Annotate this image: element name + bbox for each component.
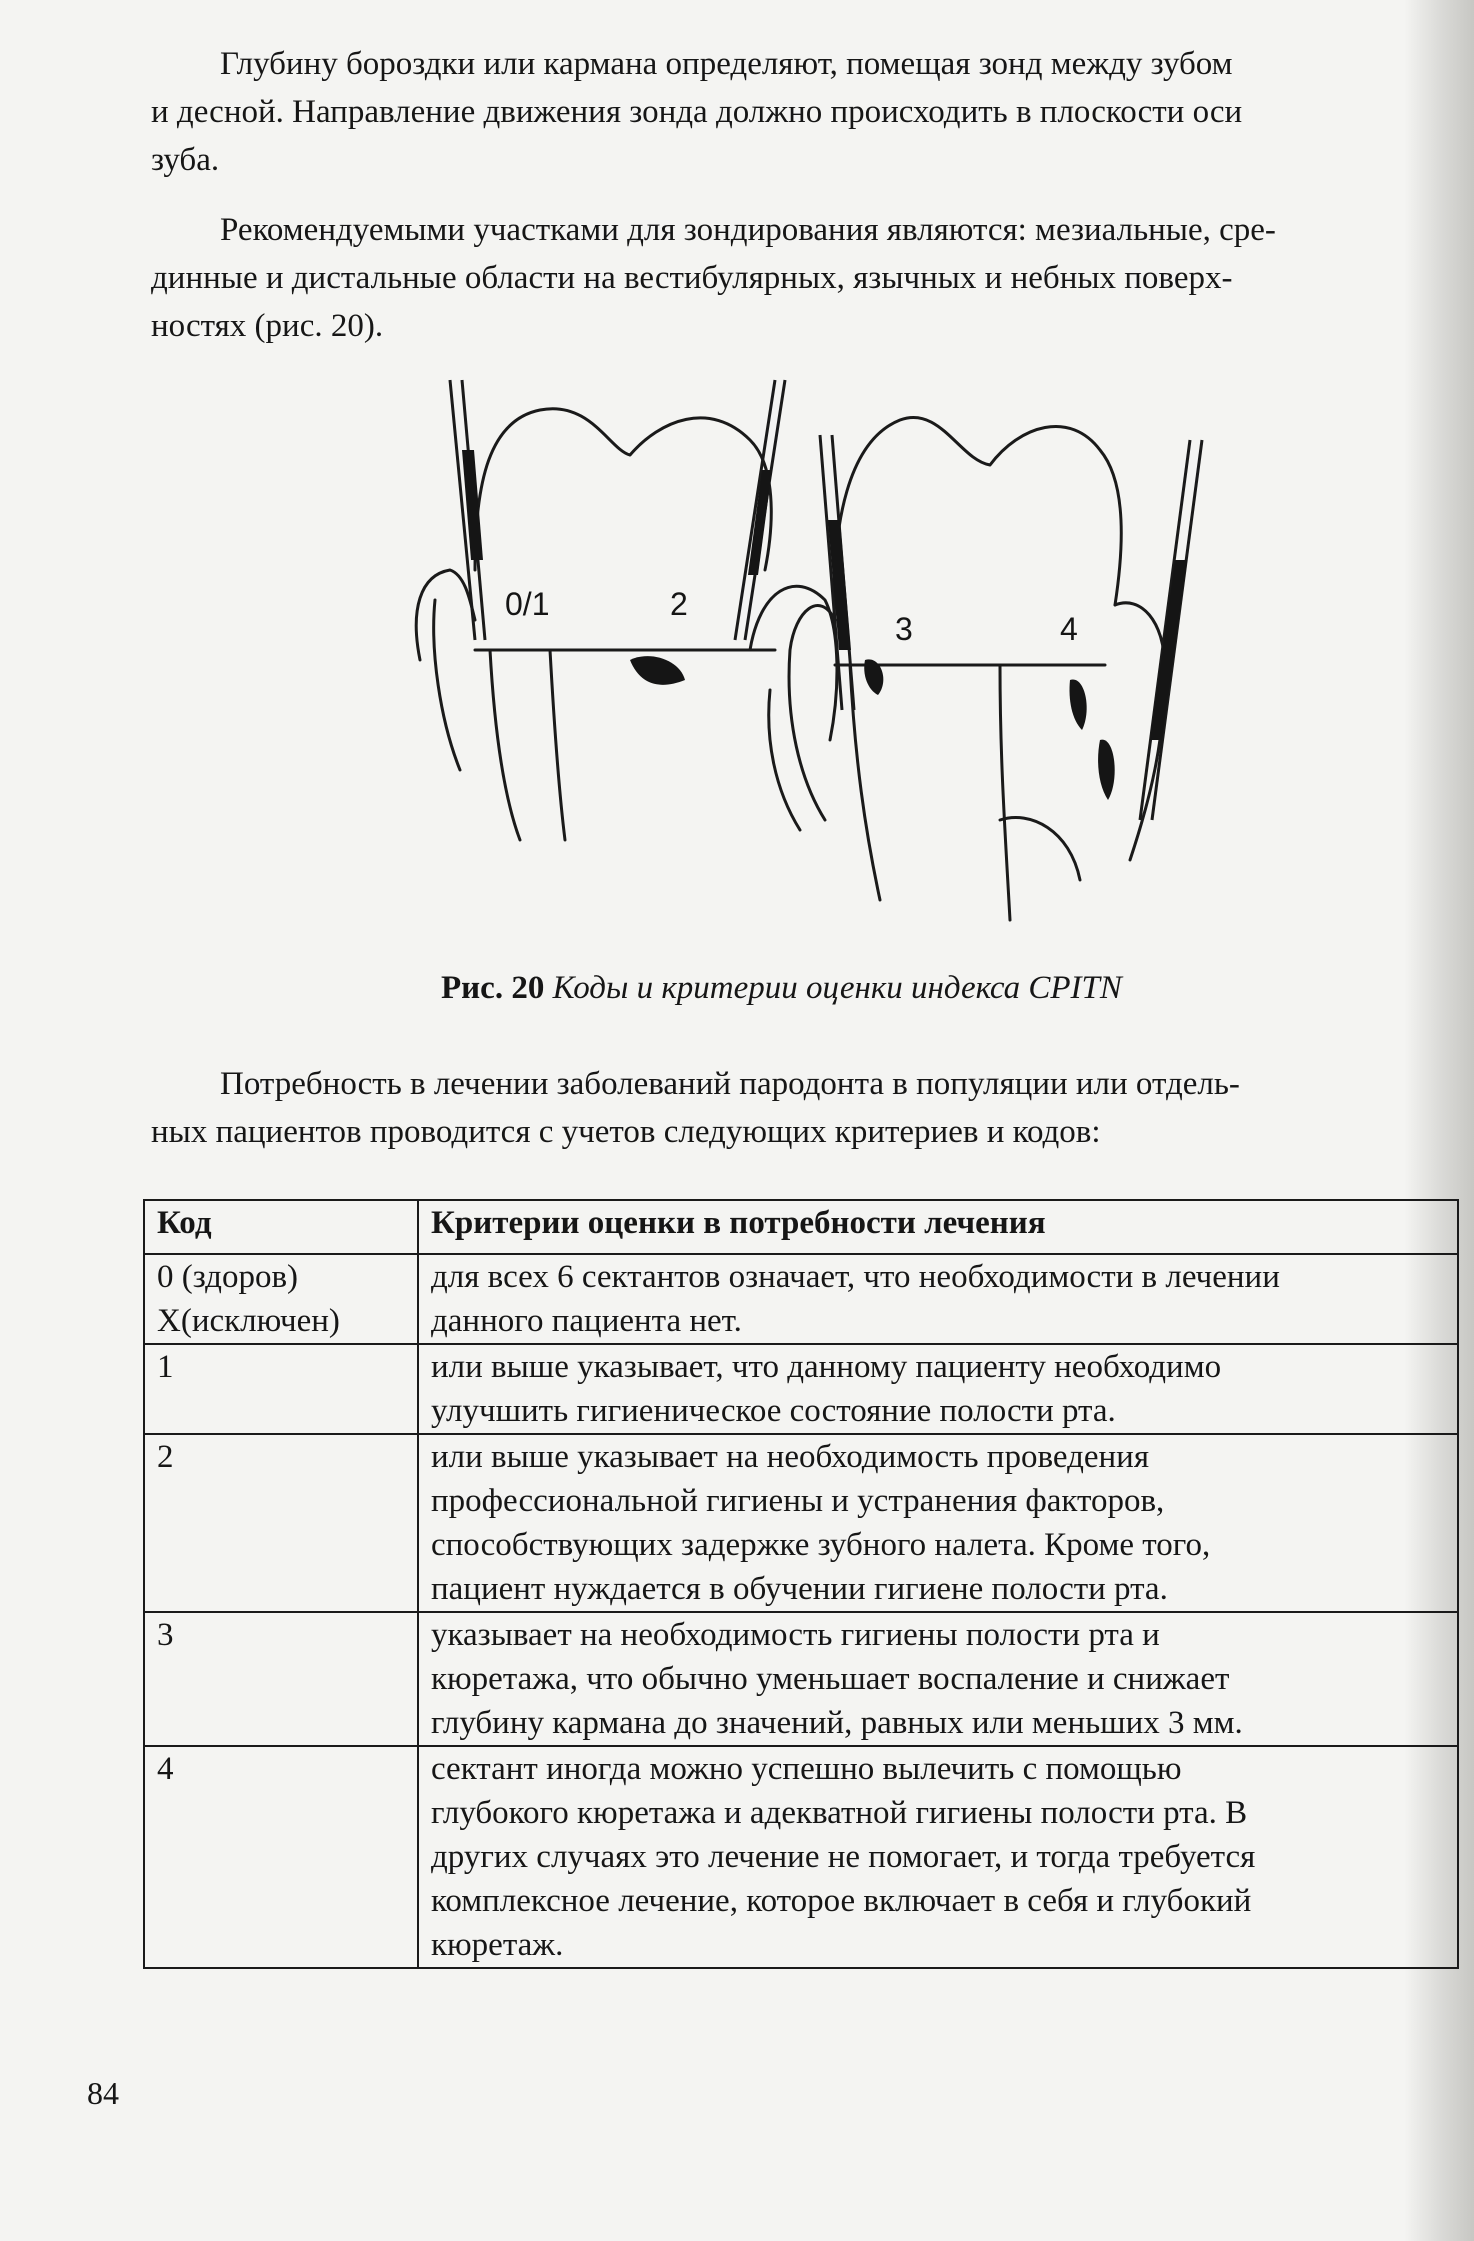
figure-label-2: 2 [670, 586, 688, 622]
paragraph-treatment-needs [151, 1060, 1434, 1156]
criteria-line: или выше указывает на необходимость проведения [431, 1439, 1150, 1475]
tooth-probe-illustration [380, 360, 1280, 930]
code-text: 0 (здоров) [157, 1259, 299, 1295]
criteria-line: улучшить гигиеническое состояние полости рта. [431, 1393, 1116, 1429]
paragraph-line: ностях (рис. 20). [151, 308, 384, 344]
crown-outline-right [834, 417, 1121, 630]
header-code: Код [144, 1200, 418, 1254]
code-text: 2 [157, 1439, 174, 1475]
criteria-line: или выше указывает, что данному пациенту необходимо [431, 1349, 1222, 1385]
criteria-line: данного пациента нет. [431, 1303, 742, 1339]
figure-caption [441, 968, 1122, 1008]
criteria-line: глубокого кюретажа и адекватной гигиены полости рта. В [431, 1795, 1248, 1831]
bone-outline [1000, 818, 1080, 881]
criteria-line: сектант иногда можно успешно вылечить с помощью [431, 1751, 1182, 1787]
gum-outline [789, 606, 835, 820]
paragraph-line: Глубину бороздки или кармана определяют, помещая зонд между зубом [220, 46, 1233, 82]
criteria-line: профессиональной гигиены и устранения факторов, [431, 1483, 1165, 1519]
code-text: 3 [157, 1617, 174, 1653]
calculus-deposit [1098, 740, 1115, 800]
criteria-line: способствующих задержке зубного налета. Кроме того, [431, 1527, 1211, 1563]
criteria-cell [418, 1612, 1458, 1746]
root-line [1000, 665, 1010, 920]
root-line [490, 650, 520, 840]
gum-outline [434, 600, 460, 770]
probe-line [1140, 440, 1190, 820]
figure-label-4: 4 [1060, 611, 1078, 647]
criteria-line: кюретаж. [431, 1927, 564, 1963]
page-number: 84 [87, 2075, 119, 2111]
criteria-cell [418, 1254, 1458, 1344]
figure-label-3: 3 [895, 611, 913, 647]
code-cell [144, 1612, 418, 1746]
paragraph-line: зуба. [151, 142, 220, 178]
code-cell [144, 1344, 418, 1434]
gum-outline [416, 570, 475, 660]
table-row [144, 1746, 1458, 1968]
crown-outline-left [475, 409, 771, 570]
table-row [144, 1344, 1458, 1434]
figure-label-0-1: 0/1 [505, 586, 550, 622]
criteria-line: пациент нуждается в обучении гигиене полости рта. [431, 1571, 1168, 1607]
header-criteria: Критерии оценки в потребности лечения [418, 1200, 1458, 1254]
paragraph-line: ных пациентов проводится с учетов следующих критериев и кодов: [151, 1114, 1101, 1150]
paragraph-line: динные и дистальные области на вестибулярных, язычных и небных поверх- [151, 260, 1233, 296]
code-text: 4 [157, 1751, 174, 1787]
code-text: 1 [157, 1349, 174, 1385]
gum-outline [769, 690, 800, 830]
criteria-cell [418, 1344, 1458, 1434]
criteria-line: глубину кармана до значений, равных или меньших 3 мм. [431, 1705, 1243, 1741]
paragraph-line: Рекомендуемыми участками для зондирования являются: мезиальные, сре- [220, 212, 1276, 248]
figure-caption-text: Коды и критерии оценки индекса CPITN [552, 970, 1122, 1006]
code-text: Х(исключен) [157, 1303, 340, 1339]
code-cell [144, 1746, 418, 1968]
figure-cpitn-codes [380, 360, 1280, 930]
table-row [144, 1254, 1458, 1344]
criteria-line: для всех 6 сектантов означает, что необходимости в лечении [431, 1259, 1280, 1295]
table-row [144, 1434, 1458, 1612]
criteria-cell [418, 1434, 1458, 1612]
code-cell [144, 1434, 418, 1612]
table-row [144, 1612, 1458, 1746]
probe-mark [1150, 560, 1187, 740]
table-header-row [144, 1200, 1458, 1254]
paragraph-line: и десной. Направление движения зонда должно происходить в плоскости оси [151, 94, 1243, 130]
criteria-line: других случаях это лечение не помогает, и тогда требуется [431, 1839, 1256, 1875]
paragraph-probing-depth [151, 40, 1434, 184]
criteria-line: указывает на необходимость гигиены полости рта и [431, 1617, 1160, 1653]
criteria-cell [418, 1746, 1458, 1968]
paragraph-probing-sites [151, 206, 1434, 350]
calculus-deposit [1070, 680, 1087, 730]
gum-outline [750, 586, 837, 740]
criteria-line: кюретажа, что обычно уменьшает воспаление и снижает [431, 1661, 1230, 1697]
criteria-line: комплексное лечение, которое включает в себя и глубокий [431, 1883, 1252, 1919]
code-cell [144, 1254, 418, 1344]
root-line [550, 650, 565, 840]
calculus-deposit [630, 656, 685, 685]
figure-caption-number: Рис. 20 [441, 970, 545, 1006]
cpitn-criteria-table [143, 1199, 1459, 1969]
paragraph-line: Потребность в лечении заболеваний пародонта в популяции или отдель- [220, 1066, 1240, 1102]
